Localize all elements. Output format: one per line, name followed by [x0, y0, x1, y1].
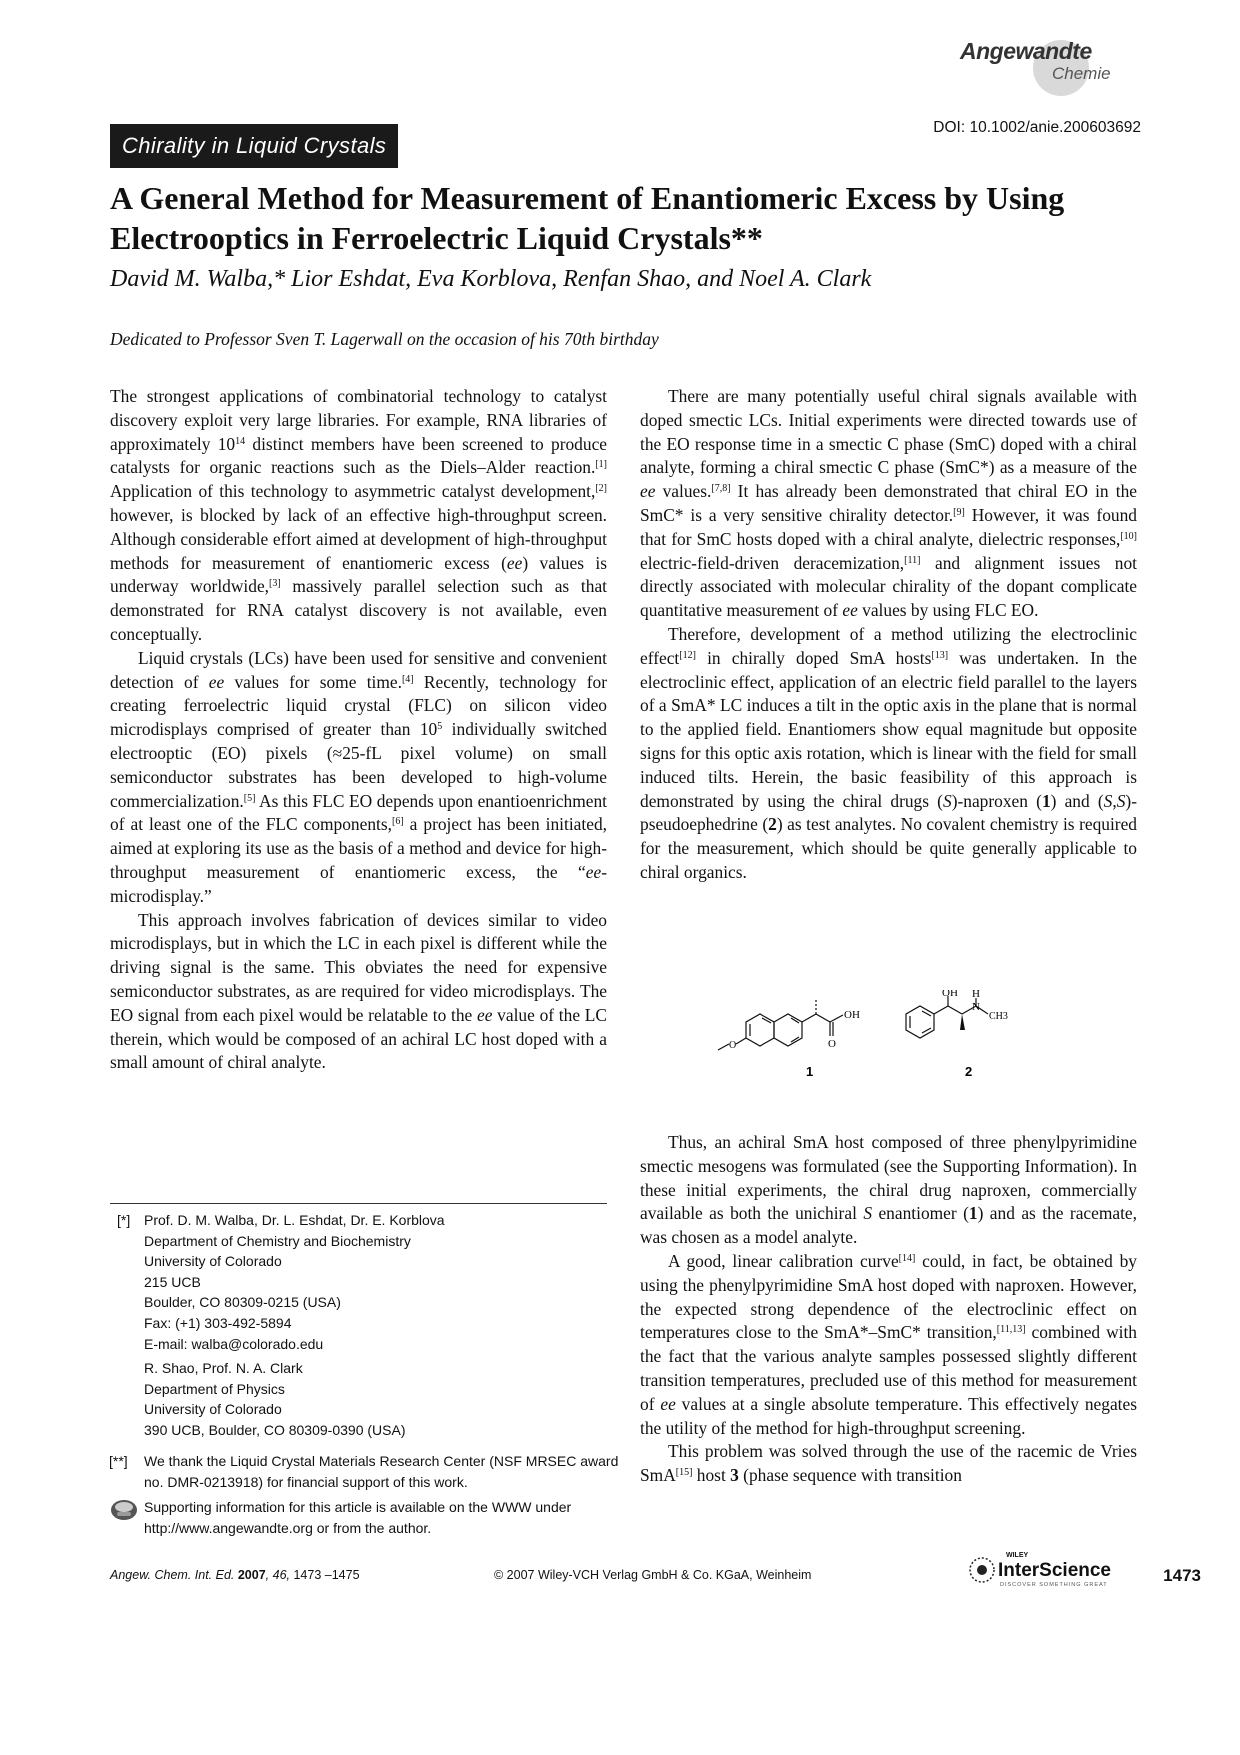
compound-1-label: 1: [806, 1064, 814, 1079]
journal-volume: 46: [272, 1568, 287, 1582]
doi[interactable]: DOI: 10.1002/anie.200603692: [933, 119, 1141, 136]
naproxen-structure: [718, 998, 843, 1050]
footnote-mark: [*]: [117, 1212, 131, 1228]
affiliation-line: Prof. D. M. Walba, Dr. L. Eshdat, Dr. E. Korblova: [144, 1212, 445, 1228]
publisher-name: InterScience: [998, 1560, 1111, 1581]
paragraph-6: Thus, an achiral SmA host composed of three phenylpyrimidine smectic mesogens was formulated (see the Supporting Information). In these initial experiments, the chiral drug naproxen, commercially available as both the unichiral S enantiomer (1) and as the racemate, was chosen as a model analyte.: [640, 1132, 1137, 1248]
affiliation-line: Department of Chemistry and Biochemistry: [144, 1232, 411, 1249]
publisher-logo[interactable]: [968, 1550, 1148, 1592]
affiliation-line: University of Colorado: [144, 1401, 282, 1418]
affiliation-line: Boulder, CO 80309-0215 (USA): [144, 1294, 341, 1311]
affiliation-line: R. Shao, Prof. N. A. Clark: [144, 1360, 303, 1377]
paragraph-8: This problem was solved through the use of the racemic de Vries SmA[15] host 3 (phase sequence with transition: [640, 1441, 1137, 1486]
methyl-label: CH3: [989, 1011, 1008, 1022]
publisher-tagline: DISCOVER SOMETHING GREAT: [1000, 1582, 1108, 1588]
body-column-left: [110, 385, 607, 1075]
journal-name: Angew. Chem. Int. Ed.: [110, 1568, 235, 1582]
globe-icon: [968, 1556, 996, 1584]
copyright: © 2007 Wiley-VCH Verlag GmbH & Co. KGaA, Weinheim: [494, 1568, 812, 1582]
supporting-info-icon: [110, 1498, 138, 1522]
page-number: 1473: [1163, 1566, 1201, 1585]
paragraph-1: The strongest applications of combinatorial technology to catalyst discovery exploit very large libraries. For example, RNA libraries of approximately $10^{14}$ distinct members have been screened to produce catalysts for organic reactions such as the Diels–Alder reaction.[1] Application of this technology to asymmetric catalyst development,[2] however, is blocked by lack of an effective high-throughput screen. Although considerable effort aimed at development of high-throughput methods for measurement of enantiomeric excess (ee) values is underway worldwide,[3] massively parallel selection such as that demonstrated for RNA catalyst discovery is not available, even conceptually.: [110, 386, 608, 644]
affiliation-line: 215 UCB: [144, 1273, 201, 1290]
footnote-acknowledgement: [109, 1451, 627, 1492]
acid-oh-label: OH: [844, 1009, 860, 1021]
methoxy-oxygen-label: O: [729, 1040, 737, 1051]
footnote-affiliations: [117, 1210, 627, 1441]
footnote-supporting-info: [117, 1497, 627, 1538]
carbonyl-o-label: O: [828, 1038, 836, 1050]
paragraph-2: Liquid crystals (LCs) have been used for sensitive and convenient detection of ee values for some time.[4] Recently, technology for creating ferroelectric liquid crystal (FLC) on silicon video microdisplays comprised of greater than $10^5$ individually switched electrooptic (EO) pixels (≈25-fL pixel volume) on small semiconductor substrates has been developed to high-volume commercialization.[5] As this FLC EO depends upon enantioenrichment of at least one of the FLC components,[6] a project has been initiated, aimed at exploring its use as the basis of a method and device for high-throughput measurement of enantiomeric excess, the “ee-microdisplay.”: [110, 647, 608, 906]
paragraph-3: This approach involves fabrication of devices similar to video microdisplays, but in which the LC in each pixel is different while the driving signal is the same. This obviates the need for expensive semiconductor substrates, as are required for video microdisplays. The EO signal from each pixel would be relatable to the ee value of the LC therein, which would be composed of an achiral LC host doped with a small amount of chiral analyte.: [110, 909, 607, 1073]
paragraph-4: There are many potentially useful chiral signals available with doped smectic LCs. Initial experiments were directed towards use of the EO response time in a smectic C phase (SmC) doped with a chiral analyte, forming a chiral smectic C phase (SmC*) as a measure of the ee values.[7,8] It has already been demonstrated that chiral EO in the SmC* is a very sensitive chirality detector.[9] However, it was found that for SmC hosts doped with a chiral analyte, dielectric responses,[10] electric-field-driven deracemization,[11] and alignment issues not directly associated with molecular chirality of the dopant complicate quantitative measurement of ee values by using FLC EO.: [640, 386, 1138, 621]
paragraph-7: A good, linear calibration curve[14] could, in fact, be obtained by using the phenylpyrimidine SmA host doped with naproxen. However, the expected strong dependence of the electroclinic effect on temperatures close to the SmA*–SmC* transition,[11,13] combined with the fact that the various analyte samples possessed slightly different transition temperatures, precluded use of this method for measurement of ee values at a single absolute temperature. This effectively negates the utility of the method for high-throughput screening.: [640, 1250, 1137, 1438]
alcohol-oh-label: OH: [942, 990, 958, 999]
amine-h-label: H: [972, 990, 980, 1000]
chemical-structures-figure: [710, 990, 1080, 1090]
journal-logo: [960, 38, 1111, 88]
acknowledgement-text: We thank the Liquid Crystal Materials Research Center (NSF MRSEC award no. DMR-0213918) for financial support of this work.: [144, 1453, 619, 1490]
affiliation-line: 390 UCB, Boulder, CO 80309-0390 (USA): [144, 1421, 406, 1438]
affiliation-line: Department of Physics: [144, 1380, 285, 1397]
citation-sep: ,: [286, 1568, 294, 1582]
section-tag: Chirality in Liquid Crystals: [110, 124, 398, 168]
article-title: A General Method for Measurement of Enantiomeric Excess by Using Electrooptics in Ferroelectric Liquid Crystals**: [110, 180, 1065, 256]
author-list: David M. Walba,* Lior Eshdat, Eva Korblova, Renfan Shao, and Noel A. Clark: [110, 266, 872, 292]
amine-n-label: N: [972, 1001, 980, 1013]
affiliation-line: University of Colorado: [144, 1253, 282, 1270]
journal-citation: [110, 1568, 360, 1582]
journal-pages: 1473 –1475: [293, 1568, 360, 1582]
supporting-info-text[interactable]: Supporting information for this article is available on the WWW under http://www.angewandte.org or from the author.: [144, 1499, 572, 1536]
body-column-right-lower: [640, 1131, 1137, 1488]
paragraph-5: Therefore, development of a method utilizing the electroclinic effect[12] in chirally doped SmA hosts[13] was undertaken. In the electroclinic effect, application of an electric field parallel to the layers of a SmA* LC induces a tilt in the optic axis in the plane that is normal to the applied field. Enantiomers show equal magnitude but opposite signs for this optic axis rotation, which is linear with the field for small induced tilts. Herein, the basic feasibility of this approach is demonstrated by using the chiral drugs (S)-naproxen (1) and (S,S)-pseudoephedrine (2) as test analytes. No covalent chemistry is required for the measurement, which should be quite generally applicable to chiral organics.: [640, 623, 1138, 882]
publisher-small: WILEY: [1006, 1552, 1029, 1559]
dedication: Dedicated to Professor Sven T. Lagerwall on the occasion of his 70th birthday: [110, 329, 659, 349]
journal-year: 2007: [237, 1568, 266, 1582]
logo-main-text: Angewandte: [960, 38, 1092, 64]
footnote-divider: [110, 1203, 607, 1204]
body-column-right: [640, 385, 1137, 885]
email-line[interactable]: E-mail: walba@colorado.edu: [144, 1335, 324, 1352]
citation-sep: ,: [265, 1568, 273, 1582]
wedge-bond: [960, 1014, 965, 1030]
compound-2-label: 2: [965, 1064, 973, 1079]
logo-sub-text: Chemie: [1052, 64, 1111, 83]
footnote-mark: [**]: [109, 1453, 128, 1469]
affiliation-line: Fax: (+1) 303-492-5894: [144, 1314, 292, 1331]
